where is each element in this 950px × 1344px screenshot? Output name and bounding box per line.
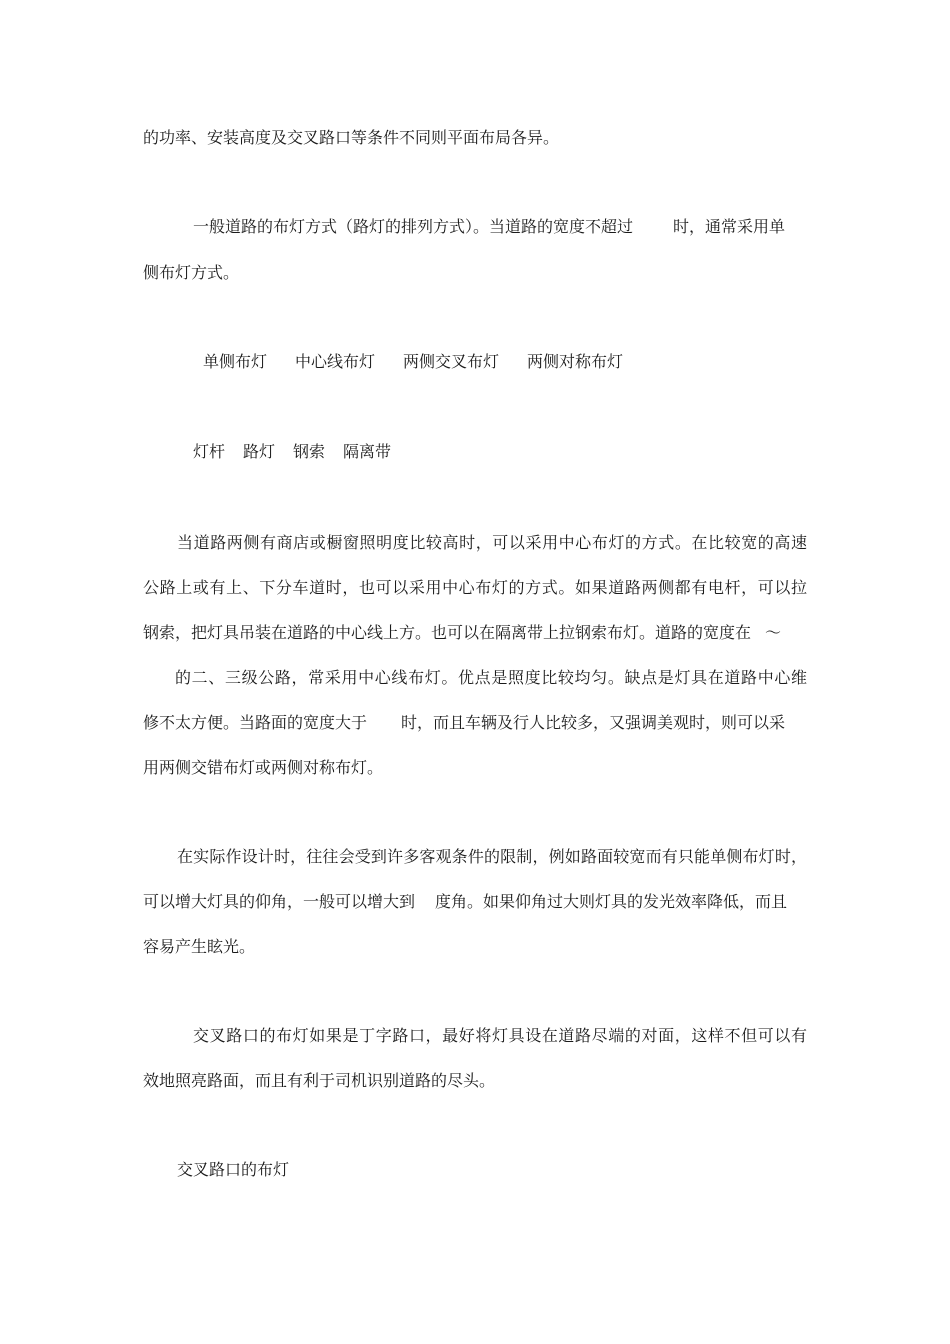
figure-labels-parts — [193, 441, 391, 463]
paragraph-3-line-2-b: 度角。如果仰角过大则灯具的发光效率降低，而且 — [435, 892, 788, 911]
paragraph-4-line-2: 效地照亮路面，而且有利于司机识别道路的尽头。 — [143, 1071, 496, 1090]
paragraph-3-line-3: 容易产生眩光。 — [143, 937, 256, 956]
paragraph-2-line-3-b: ～ — [765, 623, 782, 642]
label-center-line: 中心线布灯 — [295, 352, 376, 371]
paragraph-2-line-2: 公路上或有上、下分车道时，也可以采用中心布灯的方式。如果道路两侧都有电杆，可以拉 — [143, 578, 807, 597]
section-heading-intersection: 交叉路口的布灯 — [177, 1160, 290, 1179]
paragraph-1-line-1-a: 一般道路的布灯方式（路灯的排列方式）。当道路的宽度不超过 — [193, 217, 634, 236]
paragraph-2-line-6: 用两侧交错布灯或两侧对称布灯。 — [143, 758, 384, 777]
paragraph-2-line-3 — [143, 622, 781, 644]
paragraph-2-line-5-a: 修不太方便。当路面的宽度大于 — [143, 713, 368, 732]
paragraph-2-line-3-a: 钢索，把灯具吊装在道路的中心线上方。也可以在隔离带上拉钢索布灯。道路的宽度在 — [143, 623, 752, 642]
paragraph-2-line-4: 的二、三级公路，常采用中心线布灯。优点是照度比较均匀。缺点是灯具在道路中心维 — [175, 668, 807, 687]
label-pole: 灯杆 — [193, 442, 226, 461]
paragraph-0-line-1: 的功率、安装高度及交叉路口等条件不同则平面布局各异。 — [143, 128, 560, 147]
paragraph-4-line-1: 交叉路口的布灯如果是丁字路口，最好将灯具设在道路尽端的对面，这样不但可以有 — [193, 1026, 807, 1045]
paragraph-2-line-5 — [143, 712, 785, 734]
label-median: 隔离带 — [343, 442, 392, 461]
label-cable: 钢索 — [293, 442, 326, 461]
paragraph-3-line-2 — [143, 891, 787, 913]
paragraph-1-line-2: 侧布灯方式。 — [143, 263, 240, 282]
label-symmetric: 两侧对称布灯 — [527, 352, 624, 371]
figure-labels-layout — [203, 351, 623, 373]
label-lamp: 路灯 — [243, 442, 276, 461]
paragraph-2-line-1: 当道路两侧有商店或橱窗照明度比较高时，可以采用中心布灯的方式。在比较宽的高速 — [177, 533, 807, 552]
paragraph-1-line-1 — [193, 216, 785, 238]
paragraph-2-line-5-b: 时，而且车辆及行人比较多，又强调美观时，则可以采 — [401, 713, 786, 732]
label-single-side: 单侧布灯 — [203, 352, 268, 371]
paragraph-3-line-1: 在实际作设计时，往往会受到许多客观条件的限制，例如路面较宽而有只能单侧布灯时， — [177, 847, 807, 866]
paragraph-3-line-2-a: 可以增大灯具的仰角，一般可以增大到 — [143, 892, 416, 911]
label-staggered: 两侧交叉布灯 — [403, 352, 500, 371]
paragraph-1-line-1-b: 时，通常采用单 — [673, 217, 786, 236]
